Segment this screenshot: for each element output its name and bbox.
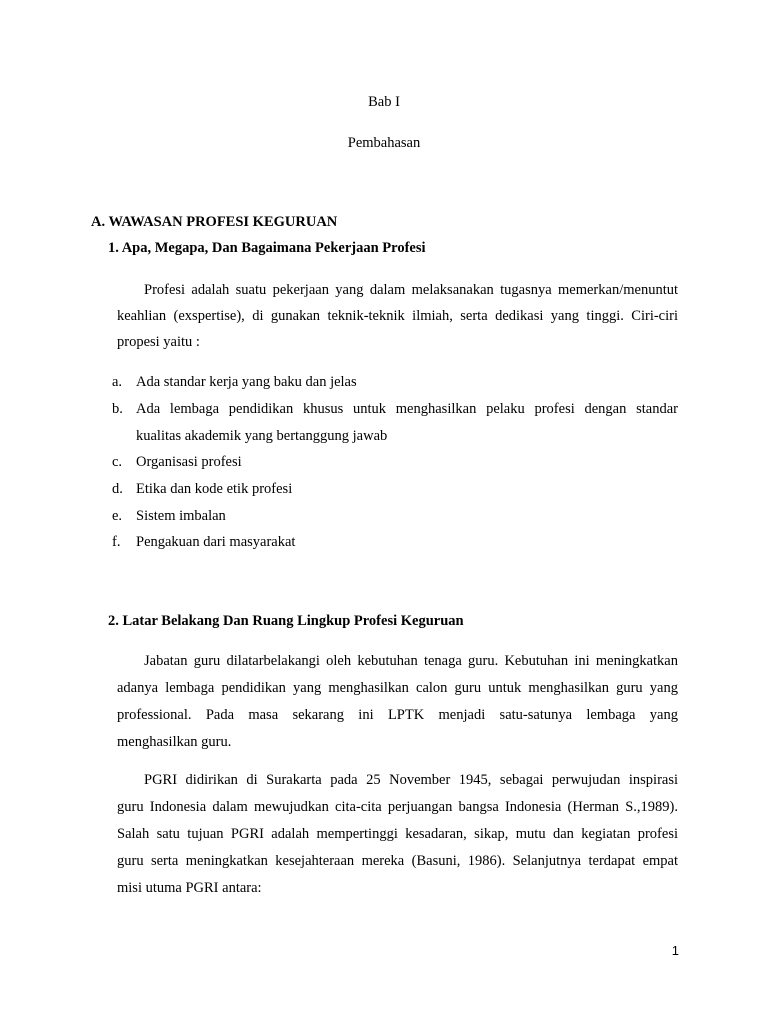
paragraph-line: Profesi adalah suatu pekerjaan yang dalam melaksanakan tugasnya memerkan/menuntut (144, 282, 678, 298)
page-number: 1 (671, 943, 679, 958)
paragraph-line: guru Indonesia dalam mewujudkan cita-cita perjuangan bangsa Indonesia (Herman S.,1989). (117, 799, 678, 815)
paragraph-line: professional. Pada masa sekarang ini LPTK menjadi satu-satunya lembaga yang (117, 707, 678, 723)
paragraph-line: propesi yaitu : (117, 334, 200, 350)
paragraph-line: Jabatan guru dilatarbelakangi oleh kebutuhan tenaga guru. Kebutuhan ini meningkatkan (144, 653, 678, 669)
paragraph-line: menghasilkan guru. (117, 734, 232, 750)
list-marker: c. (112, 454, 123, 470)
paragraph-line: guru serta meningkatkan kesejahteraan mereka (Basuni, 1986). Selanjutnya terdapat empat (117, 853, 678, 869)
paragraph-line: adanya lembaga pendidikan yang menghasilkan calon guru untuk menghasilkan guru yang (117, 680, 678, 696)
chapter-title: Bab I (368, 94, 400, 110)
paragraph-line: misi utuma PGRI antara: (117, 880, 262, 896)
list-marker: f. (112, 534, 121, 550)
list-item: Etika dan kode etik profesi (136, 481, 293, 497)
list-item: Organisasi profesi (136, 454, 242, 470)
chapter-subtitle: Pembahasan (347, 135, 421, 151)
section-a-heading: A. WAWASAN PROFESI KEGURUAN (91, 214, 338, 230)
list-item: Sistem imbalan (136, 508, 226, 524)
subsection-2-heading: 2. Latar Belakang Dan Ruang Lingkup Profesi Keguruan (108, 613, 464, 629)
paragraph-line: PGRI didirikan di Surakarta pada 25 November 1945, sebagai perwujudan inspirasi (144, 772, 678, 788)
list-marker: a. (112, 374, 123, 390)
list-item-continuation: kualitas akademik yang bertanggung jawab (136, 428, 388, 444)
paragraph-line: keahlian (exspertise), di gunakan teknik-teknik ilmiah, serta dedikasi yang tinggi. Ciri-ciri (117, 308, 678, 324)
subsection-1-heading: 1. Apa, Megapa, Dan Bagaimana Pekerjaan Profesi (108, 240, 426, 256)
list-item: Pengakuan dari masyarakat (136, 534, 296, 550)
list-marker: d. (112, 481, 123, 497)
list-item: Ada standar kerja yang baku dan jelas (136, 374, 357, 390)
list-item: Ada lembaga pendidikan khusus untuk menghasilkan pelaku profesi dengan standar (136, 401, 678, 417)
list-marker: b. (112, 401, 123, 417)
paragraph-line: Salah satu tujuan PGRI adalah mempertinggi kesadaran, sikap, mutu dan kegiatan profesi (117, 826, 678, 842)
list-marker: e. (112, 508, 123, 524)
